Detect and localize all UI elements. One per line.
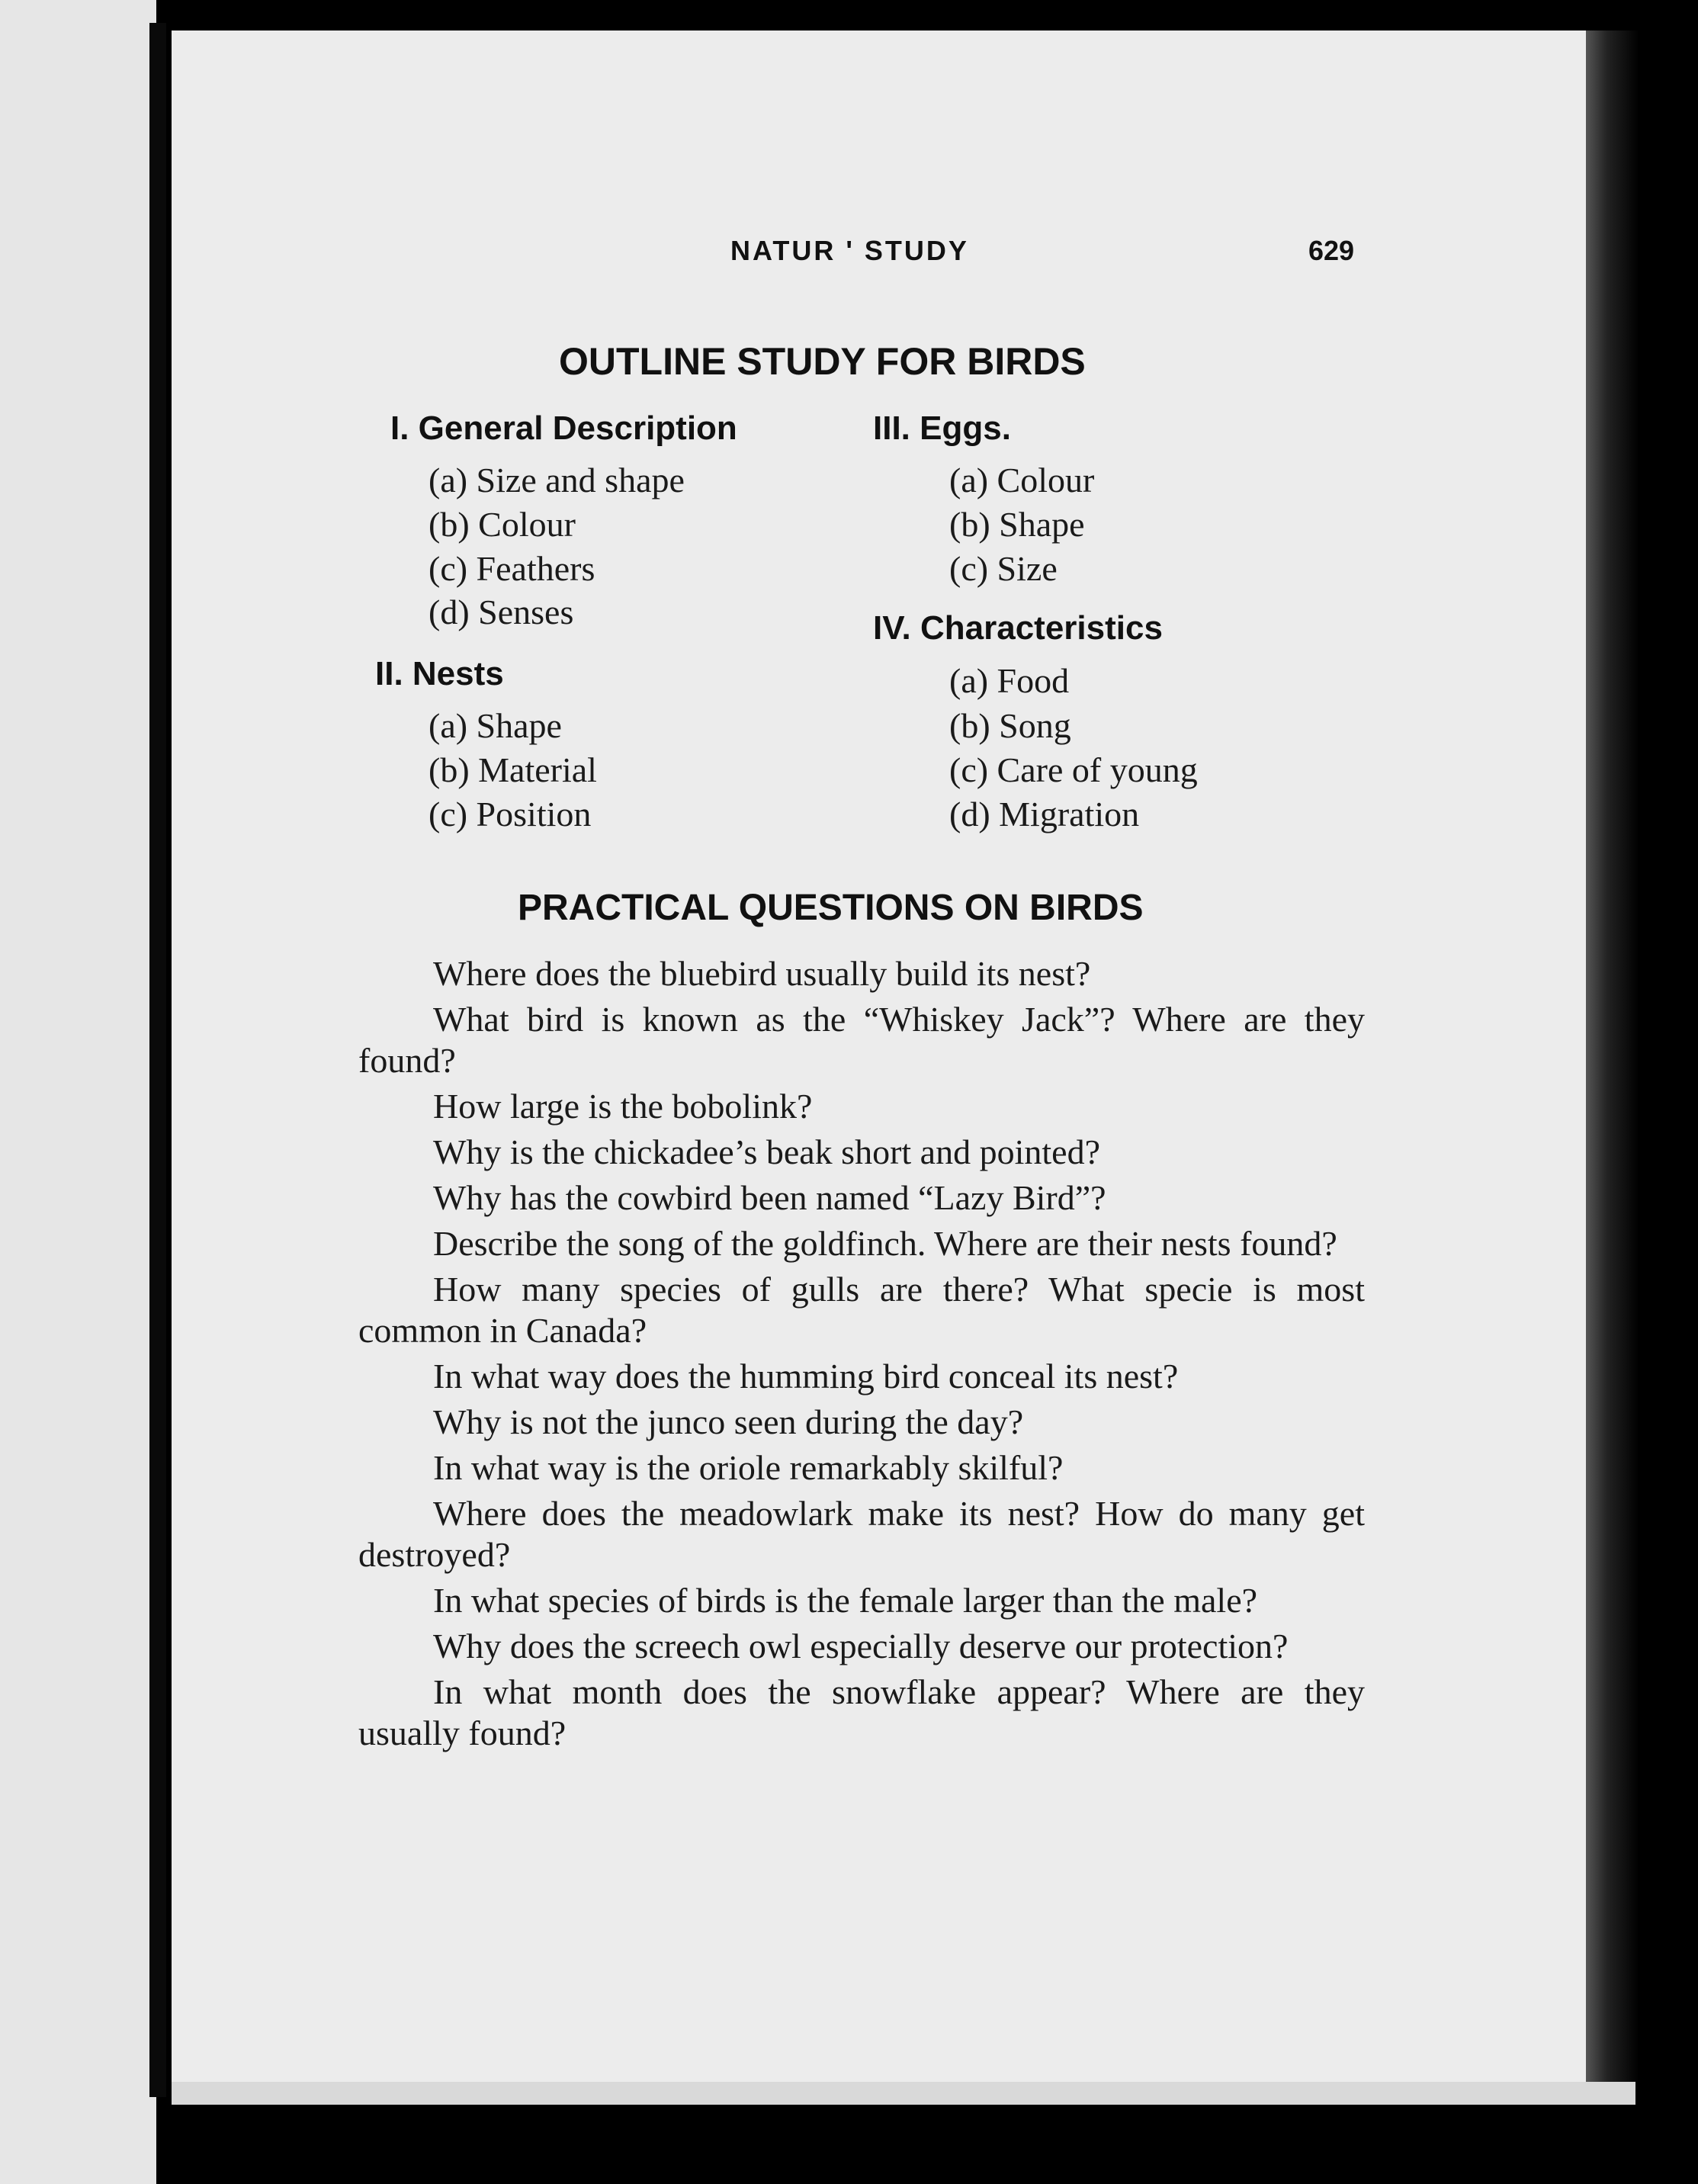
outline-item: (c) Feathers [429,549,595,588]
questions-list [358,953,1365,1758]
section-heading-general-description: I. General Description [390,410,737,447]
outline-item: (b) Song [949,706,1071,745]
question: Describe the song of the goldfinch. Where are their nests found? [433,1224,1337,1263]
question: Where does the meadowlark make its nest? How do many get destroyed? [358,1494,1365,1574]
outline-item: (c) Care of young [949,750,1198,789]
outline-title: OUTLINE STUDY FOR BIRDS [559,340,1086,383]
question: What bird is known as the “Whiskey Jack”? Where are they found? [358,1000,1365,1080]
page-stack-edge [1586,31,1639,2089]
outline-item: (b) Material [429,750,597,789]
question: In what month does the snowflake appear? Where are they usually found? [358,1672,1365,1752]
question: Why is not the junco seen during the day? [433,1402,1024,1441]
outline-item: (c) Size [949,549,1058,588]
question: In what way is the oriole remarkably skilful? [433,1448,1064,1487]
running-head: NATUR ' STUDY [730,235,969,266]
practical-questions-title: PRACTICAL QUESTIONS ON BIRDS [518,888,1144,928]
section-heading-eggs: III. Eggs. [873,410,1011,447]
question: Why is the chickadee’s beak short and pointed? [433,1132,1100,1171]
question: How large is the bobolink? [433,1087,813,1126]
outline-item: (a) Food [949,661,1070,700]
section-heading-nests: II. Nests [375,655,504,692]
outline-item: (d) Senses [429,593,574,631]
page-number: 629 [1308,235,1355,266]
outline-item: (a) Shape [429,706,562,745]
question: In what way does the humming bird conceal its nest? [433,1357,1179,1396]
question: How many species of gulls are there? What specie is most common in Canada? [358,1270,1365,1350]
outline-item: (b) Shape [949,505,1085,544]
outline-item: (b) Colour [429,505,576,544]
question: In what species of birds is the female larger than the male? [433,1581,1258,1620]
outline-item: (d) Migration [949,795,1140,833]
question: Where does the bluebird usually build its nest? [433,954,1091,993]
section-heading-characteristics: IV. Characteristics [873,609,1163,647]
book-gutter [149,23,166,2097]
page-bottom-edge [172,2082,1635,2105]
outline-item: (c) Position [429,795,592,833]
question: Why does the screech owl especially deserve our protection? [433,1627,1289,1665]
outline-item: (a) Colour [949,461,1095,499]
question: Why has the cowbird been named “Lazy Bird”? [433,1178,1106,1217]
outline-item: (a) Size and shape [429,461,685,499]
facing-page-edge [0,0,156,2184]
